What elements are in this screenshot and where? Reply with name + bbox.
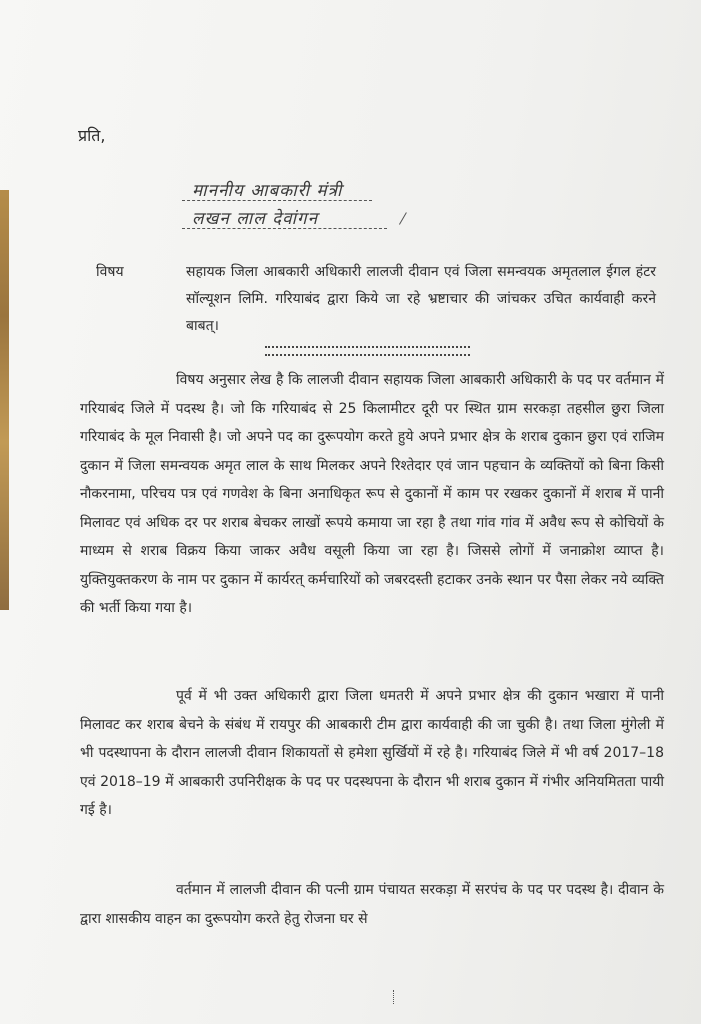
- recipient-designation-handwritten: माननीय आबकारी मंत्री: [192, 181, 343, 201]
- page-mark: [393, 990, 397, 1004]
- recipient-underline-2: [182, 228, 387, 229]
- body-paragraph-3: [80, 876, 664, 933]
- pen-mark: [399, 212, 412, 228]
- recipient-name-handwritten: लखन लाल देवांगन: [192, 209, 319, 229]
- body-paragraph-1: [80, 366, 664, 623]
- paragraph-text: वर्तमान में लालजी दीवान की पत्नी ग्राम पंचायत सरकड़ा में सरपंच के पद पर पदस्थ है। दीवान के द्वारा शासकीय वाहन का दुरूपयोग करते हेतु रोजना घर से: [80, 882, 664, 927]
- salutation: प्रति,: [78, 126, 106, 145]
- paragraph-text: विषय अनुसार लेख है कि लालजी दीवान सहायक जिला आबकारी अधिकारी के पद पर वर्तमान में गरियाबंद जिले में पदस्थ है। जो कि गरियाबंद से 25 किलामीटर दूरी पर स्थित ग्राम सरकड़ा तहसील छुरा जिला गरियाबंद के मूल निवासी है। जो अपने पद का दुरूपयोग करते हुये अपने प्रभार क्षेत्र के शराब दुकान छुरा एवं राजिम दुकान में जिला समन्वयक अमृत लाल के साथ मिलकर अपने रिश्तेदार एवं जान पहचान के व्यक्तियों को बिना किसी नौकरनामा, परिचय पत्र एवं गणवेश के बिना अनाधिकृत रूप से दुकानों में काम पर रखकर दुकानों में शराब में पानी मिलावट एवं अधिक दर पर शराब बेचकर लाखों रूपये कमाया जा रहा है तथा गांव गांव में अवैध रूप से कोचियों के माध्यम से शराब विक्रय किया जाकर अवैध वसूली किया जा रहा है। जिससे लोगों में जनाक्रोश व्याप्त है। युक्तियुक्तकरण के नाम पर दुकान में कार्यरत् कर्मचारियों को जबरदस्ती हटाकर उनके स्थान पर पैसा लेकर नये व्यक्ति की भर्ती किया गया है।: [80, 372, 664, 616]
- dotted-separator: [265, 346, 470, 356]
- body-paragraph-2: [80, 682, 664, 825]
- recipient-underline-1: [182, 200, 372, 201]
- subject-text: सहायक जिला आबकारी अधिकारी लालजी दीवान एवं जिला समन्वयक अमृतलाल ईगल हंटर सॉल्यूशन लिमि. गरियाबंद द्वारा किये जा रहे भ्रष्टाचार की जांचकर उचित कार्यवाही करने बाबत्।: [186, 264, 656, 334]
- paragraph-text: पूर्व में भी उक्त अधिकारी द्वारा जिला धमतरी में अपने प्रभार क्षेत्र की दुकान भखारा में पानी मिलावट कर शराब बेचने के संबंध में रायपुर की आबकारी टीम द्वारा कार्यवाही की जा चुकी है। तथा जिला मुंगेली में भी पदस्थापना के दौरान लालजी दीवान शिकायतों से हमेशा सुर्खियों में रहे है। गरियाबंद जिले में भी वर्ष 2017–18 एवं 2018–19 में आबकारी उपनिरीक्षक के पद पर पदस्थपना के दौरान भी शराब दुकान में गंभीर अनियमितता पायी गई है।: [80, 688, 664, 818]
- background-fabric-edge: [0, 190, 9, 610]
- subject-label: विषय: [96, 264, 124, 280]
